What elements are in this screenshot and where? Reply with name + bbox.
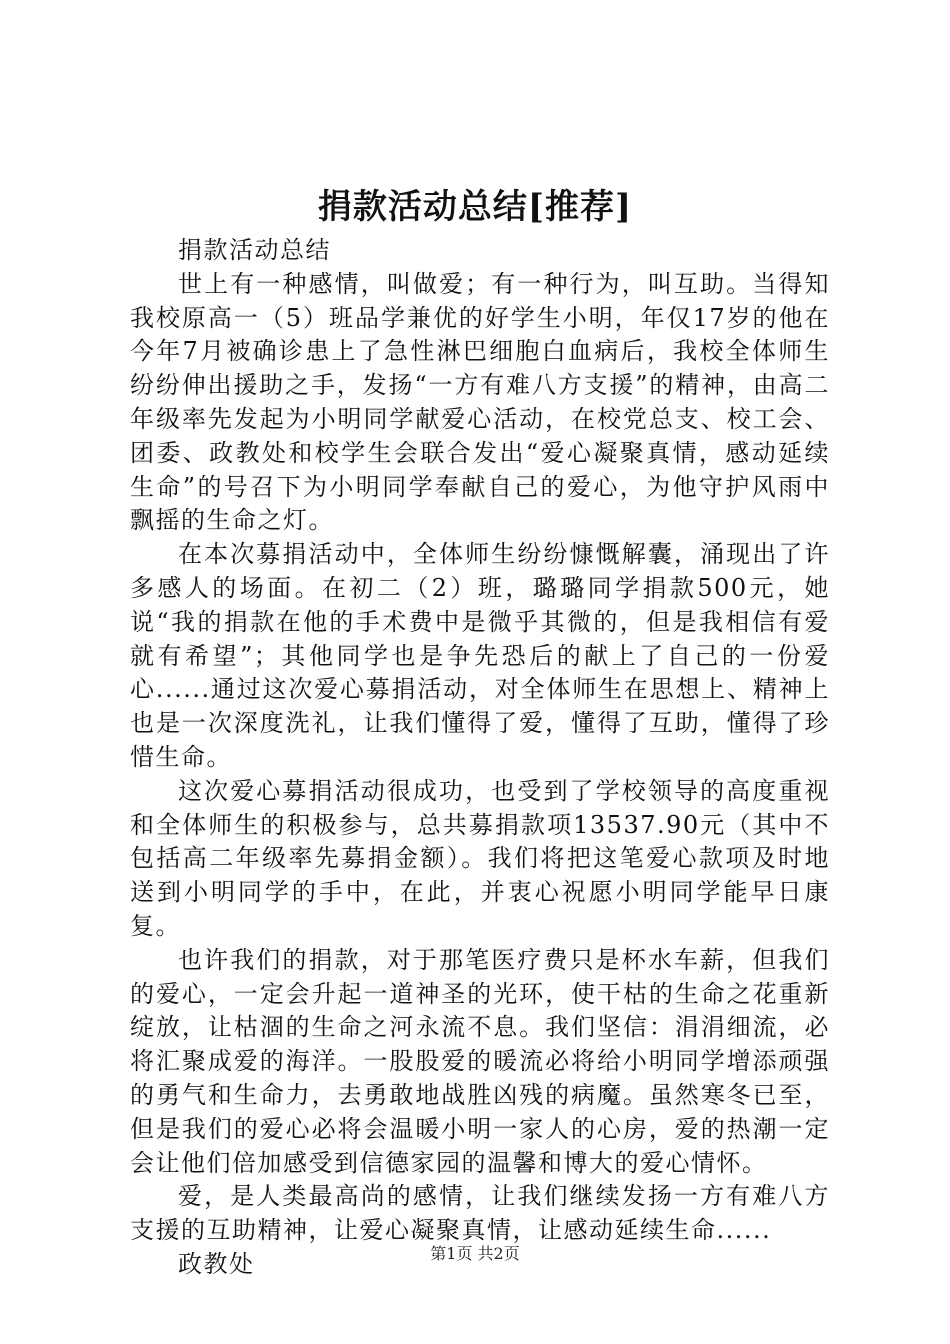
document-body [130, 234, 830, 1282]
signature: 政教处 [178, 1249, 255, 1278]
body-paragraph: 世上有一种感情，叫做爱；有一种行为，叫互助。当得知我校原高一（5）班品学兼优的好学生小明，年仅17岁的他在今年7月被确诊患上了急性淋巴细胞白血病后，我校全体师生纷纷伸出援助之手，发扬“一方有难八方支援”的精神，由高二年级率先发起为小明同学献爱心活动，在校党总支、校工会、团委、政教处和校学生会联合发出“爱心凝聚真情，感动延续生命”的号召下为小明同学奉献自己的爱心，为他守护风雨中飘摇的生命之灯。 [130, 269, 830, 535]
section-heading: 捐款活动总结 [178, 236, 331, 264]
body-paragraph: 这次爱心募捐活动很成功，也受到了学校领导的高度重视和全体师生的积极参与，总共募捐款项13537.90元（其中不包括高二年级率先募捐金额）。我们将把这笔爱心款项及时地送到小明同学的手中，在此，并衷心祝愿小明同学能早日康复。 [130, 776, 830, 940]
body-paragraph: 也许我们的捐款，对于那笔医疗费只是杯水车薪，但我们的爱心，一定会升起一道神圣的光环，使干枯的生命之花重新绽放，让枯涸的生命之河永流不息。我们坚信：涓涓细流，必将汇聚成爱的海洋。一股股爱的暖流必将给小明同学增添顽强的勇气和生命力，去勇敢地战胜凶残的病魔。虽然寒冬已至，但是我们的爱心必将会温暖小明一家人的心房，爱的热潮一定会让他们倍加感受到信德家园的温馨和博大的爱心情怀。 [130, 945, 830, 1177]
document-title: 捐款活动总结[推荐] [317, 187, 633, 227]
page-number: 第1页 共2页 [430, 1244, 520, 1263]
body-paragraph: 在本次募捐活动中，全体师生纷纷慷慨解囊，涌现出了许多感人的场面。在初二（2）班，璐璐同学捐款500元，她说“我的捐款在他的手术费中是微乎其微的，但是我相信有爱就有希望”；其他同学也是争先恐后的献上了自己的一份爱心......通过这次爱心募捐活动，对全体师生在思想上、精神上也是一次深度洗礼，让我们懂得了爱，懂得了互助，懂得了珍惜生命。 [130, 540, 830, 771]
body-paragraph: 爱，是人类最高尚的感情，让我们继续发扬一方有难八方支援的互助精神，让爱心凝聚真情，让感动延续生命...... [130, 1182, 830, 1245]
